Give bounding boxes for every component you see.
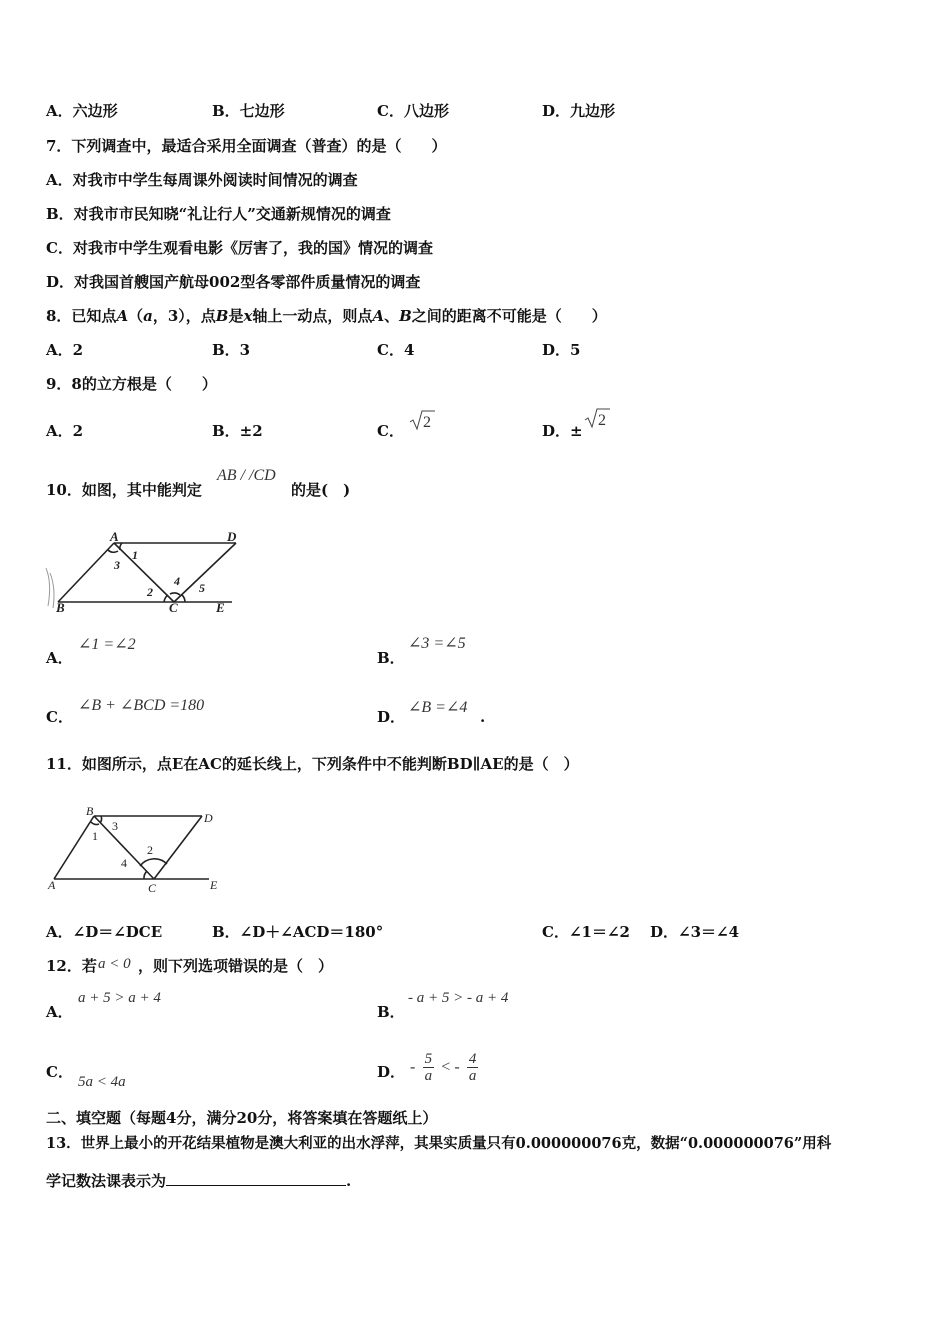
svg-text:1: 1 <box>132 548 138 562</box>
q12-condition-math: a < 0 <box>98 956 131 972</box>
q7-option-d: D．对我国首艘国产航母002型各零部件质量情况的调查 <box>46 273 421 291</box>
q10-option-d-period: . <box>480 708 486 726</box>
svg-text:3: 3 <box>112 819 118 833</box>
q8-option-d: D．5 <box>542 341 581 359</box>
q9-option-d: D．± <box>542 422 583 440</box>
q12-option-a: A． <box>46 1003 73 1021</box>
q7-option-c: C．对我市中学生观看电影《厉害了，我的国》情况的调查 <box>46 239 433 257</box>
svg-text:E: E <box>210 878 218 892</box>
svg-text:B: B <box>56 600 65 615</box>
q12-option-d: D． <box>377 1063 406 1081</box>
q10-stem-pre: 10．如图，其中能判定 <box>46 481 202 499</box>
q7-option-b: B．对我市市民知晓“礼让行人”交通新规情况的调查 <box>46 205 391 223</box>
svg-text:2: 2 <box>147 843 153 857</box>
svg-text:3: 3 <box>114 558 120 572</box>
svg-text:B: B <box>86 804 94 818</box>
section-2-title: 二、填空题（每题4分，满分20分，将答案填在答题纸上） <box>46 1109 438 1127</box>
q8-option-b: B．3 <box>212 341 251 359</box>
q8-option-a: A．2 <box>46 341 84 359</box>
svg-text:E: E <box>216 600 225 615</box>
q9-stem: 9．8的立方根是（ ） <box>46 375 217 393</box>
q10-option-d-math: ∠B =∠4 <box>408 699 468 716</box>
q10-option-c: C． <box>46 708 73 726</box>
q10-option-c-math: ∠B + ∠BCD =180 <box>78 697 205 714</box>
q12-stem-post: ，则下列选项错误的是（ ） <box>138 957 334 975</box>
q10-figure <box>44 528 244 618</box>
q12-option-b: B． <box>377 1003 405 1021</box>
q13-answer-blank[interactable] <box>166 1171 346 1186</box>
q6-option-b: B．七边形 <box>212 102 285 120</box>
q10-option-d: D． <box>377 708 406 726</box>
q10-option-a-math: ∠1 =∠2 <box>78 636 136 653</box>
q10-option-a: A． <box>46 649 73 667</box>
svg-text:2: 2 <box>423 414 431 431</box>
svg-text:D: D <box>204 811 213 825</box>
q8-stem: 8．已知点A（a，3），点B是x轴上一动点，则点A、B之间的距离不可能是（ ） <box>46 307 607 325</box>
q12-option-a-math: a + 5 > a + 4 <box>78 990 161 1006</box>
q7-option-a: A．对我市中学生每周课外阅读时间情况的调查 <box>46 171 358 189</box>
q11-stem: 11．如图所示，点E在AC的延长线上，下列条件中不能判断BD∥AE的是（ ） <box>46 755 579 773</box>
svg-text:5: 5 <box>199 581 205 595</box>
q12-option-d-math: - $\frac{5}{a}$ < - $\frac{4}{a}$ <box>410 1051 477 1084</box>
q6-option-a: A．六边形 <box>46 102 118 120</box>
q10-stem-math: AB / /CD <box>217 467 276 484</box>
svg-text:2: 2 <box>598 412 606 429</box>
q10-option-b-math: ∠3 =∠5 <box>408 635 466 652</box>
q12-option-b-math: - a + 5 > - a + 4 <box>408 990 509 1006</box>
svg-text:A: A <box>48 878 56 892</box>
q12-stem-pre: 12．若 <box>46 957 97 975</box>
q6-option-c: C．八边形 <box>377 102 449 120</box>
q9-option-b: B．±2 <box>212 422 263 440</box>
svg-text:D: D <box>227 529 237 544</box>
svg-text:4: 4 <box>174 574 180 588</box>
q12-option-c: C． <box>46 1063 73 1081</box>
q9-sqrt-d <box>583 406 611 430</box>
svg-text:4: 4 <box>121 856 127 870</box>
q11-figure <box>44 800 234 896</box>
q11-option-b: B．∠D＋∠ACD＝180° <box>212 923 384 941</box>
svg-text:C: C <box>169 600 178 615</box>
q9-option-a: A．2 <box>46 422 84 440</box>
q10-stem-post: 的是( ) <box>291 481 351 499</box>
svg-text:1: 1 <box>92 829 98 843</box>
q11-option-d: D．∠3＝∠4 <box>650 923 740 941</box>
q12-option-c-math: 5a < 4a <box>78 1074 126 1090</box>
q11-option-c: C．∠1＝∠2 <box>542 923 630 941</box>
q13-line-2: 学记数法课表示为 . <box>46 1172 352 1190</box>
q9-sqrt-c <box>408 408 436 432</box>
q11-option-a: A．∠D＝∠DCE <box>46 923 163 941</box>
svg-text:C: C <box>148 881 157 895</box>
svg-text:A: A <box>110 529 119 544</box>
svg-text:2: 2 <box>147 585 153 599</box>
q8-option-c: C．4 <box>377 341 415 359</box>
q6-option-d: D．九边形 <box>542 102 616 120</box>
q10-option-b: B． <box>377 649 405 667</box>
q7-stem: 7．下列调查中，最适合采用全面调查（普查）的是（ ） <box>46 137 447 155</box>
q13-line-1: 13．世界上最小的开花结果植物是澳大利亚的出水浮萍，其果实质量只有0.000000076克，数据“0.000000076”用科 <box>46 1135 832 1152</box>
q9-option-c: C． <box>377 422 404 440</box>
